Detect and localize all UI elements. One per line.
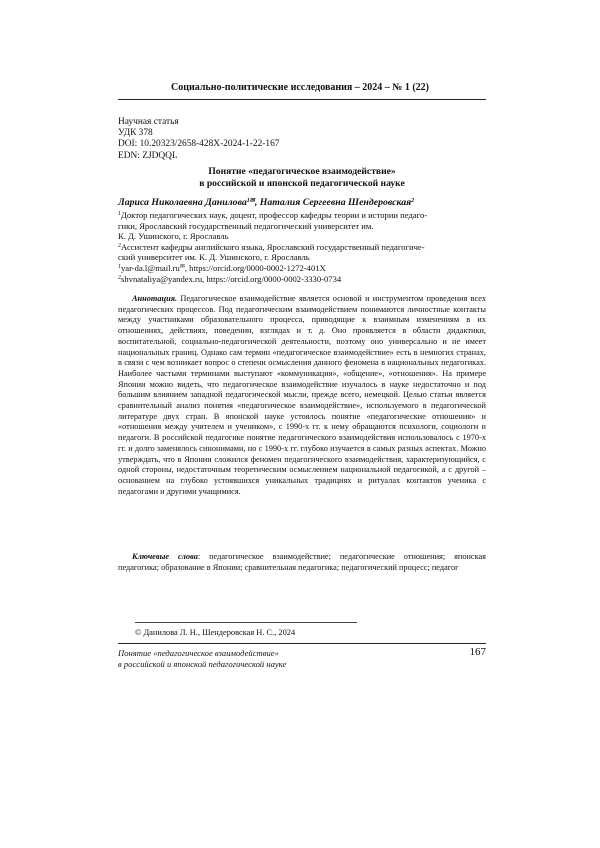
orcid-1[interactable]: , https://orcid.org/0000-0002-1272-401X [184, 262, 326, 273]
author-2-mark: 2 [411, 198, 415, 204]
header-rule [118, 99, 486, 100]
keywords-text: : педагогическое взаимодействие; педагогические отношения; японская педагогика; образование в Японии; сравнительная педагогика; педагогический процесс; педагог [118, 552, 486, 572]
email-1[interactable]: yar-da.l@mail.ru [121, 262, 180, 273]
journal-issue: – 2024 – № 1 (22) [352, 82, 430, 93]
title-line-1: Понятие «педагогическое взаимодействие» [208, 166, 396, 177]
affiliation-2-text-1: Ассистент кафедры английского языка, Ярославский государственный педагогиче- [121, 241, 425, 252]
affiliation-2-line-1 [118, 242, 490, 253]
journal-header [0, 82, 600, 93]
running-title [118, 648, 286, 669]
affiliation-1-line-2: гики, Ярославский государственный педагогический университет им. [118, 220, 374, 231]
author-2: Наталия Сергеевна Шендеровская [259, 197, 412, 208]
affiliation-1-line-3: К. Д. Ушинского, г. Ярославль [118, 231, 229, 242]
abstract [118, 294, 486, 497]
contact-2-mark: 2 [118, 274, 121, 281]
running-title-line-2: в российской и японской педагогической науке [118, 658, 287, 669]
affiliation-1-text-1: Доктор педагогических наук, доцент, профессор кафедры теории и истории педаго- [121, 210, 428, 220]
page-number: 167 [469, 646, 486, 658]
doi: DOI: 10.20323/2658-428X-2024-1-22-167 [118, 139, 280, 150]
author-1: Лариса Николаевна Данилова [118, 197, 247, 208]
footer-rule [118, 643, 486, 644]
title-line-2: в российской и японской педагогической науке [199, 177, 405, 189]
keywords [118, 552, 486, 573]
email-orcid-2[interactable]: shvnataliya@yandex.ru, https://orcid.org/0000-0002-3330-0734 [121, 273, 342, 284]
envelope-icon: ✉ [179, 263, 185, 270]
article-meta [118, 117, 279, 162]
affiliation-1-line-1 [118, 210, 490, 221]
authors [118, 197, 486, 208]
udc-code: УДК 378 [118, 128, 153, 139]
abstract-text: Педагогическое взаимодействие является основой и инструментом проведения всех педагогических процессов. Под педагогическим взаимодействием понимаются личностные контакты между участниками образовательного процесса, приводящие к взаимным изменениям в их отношениях, действиях, поведении, взглядах и т. д. Оно проявляется в области дидактики, воспитательной, социально-педагогической деятельности, поэтому оно универсально и не имеет национальных границ. Однако сам термин «педагогическое взаимодействие» есть в немногих странах, в связи с чем возникает вопрос о степени осмысления данного феномена в национальных педагогиках. Наиболее частыми терминами выступают «коммуникация», «общение», «отношения». На примере Японии можно видеть, что педагогическое взаимодействие изучалось в науке недостаточно и под большим влиянием западной педагогической мысли, прежде всего, немецкой. Целью статьи является сравнительный анализ понятия «педагогическое взаимодействие», используемого в педагогической литературе двух стран. В японской науке устоялось понятие «педагогические отношения» и «отношения между учителем и учеником», с 1990-х гг. к нему обращаются психологи, социологи и педагоги. В российской педагогике понятие педагогического взаимодействия использовалось с 1970-х гг. и долго заменялось синонимами, но с 1990-х гг. глубоко изучается в самых разных аспектах. Можно утверждать, что в Японии сложился феномен педагогического взаимодействия, характеризующийся, с одной стороны, недостаточным теоретическим осмыслением национальной педагогикой, а с другой – основанием на глубоко устоявшихся уникальных традициях и ритуалах контактов ученика с педагогами и другими учащимися. [118, 294, 486, 496]
article-title [118, 166, 486, 189]
contact-1-mark: 1 [118, 263, 121, 270]
affiliation-2-mark: 2 [118, 242, 121, 249]
contact-2 [118, 274, 490, 285]
author-separator: , [254, 197, 260, 208]
running-title-line-1: Понятие «педагогическое взаимодействие» [118, 648, 279, 658]
footnote-rule [135, 622, 357, 623]
affiliations [118, 210, 490, 284]
article-type: Научная статья [118, 117, 179, 127]
author-1-mark: 1✉ [246, 198, 255, 204]
edn: EDN: ZJDQQL [118, 150, 178, 161]
journal-name: Социально-политические исследования [170, 82, 353, 93]
contact-1 [118, 263, 490, 274]
affiliation-1-mark: 1 [118, 211, 121, 217]
affiliation-2-line-2: ский университет им. К. Д. Ушинского, г. Ярославль [118, 252, 310, 263]
keywords-label: Ключевые слова [132, 552, 198, 561]
copyright: © Данилова Л. Н., Шендеровская Н. С., 2024 [135, 628, 296, 637]
abstract-label: Аннотация. [132, 294, 178, 303]
